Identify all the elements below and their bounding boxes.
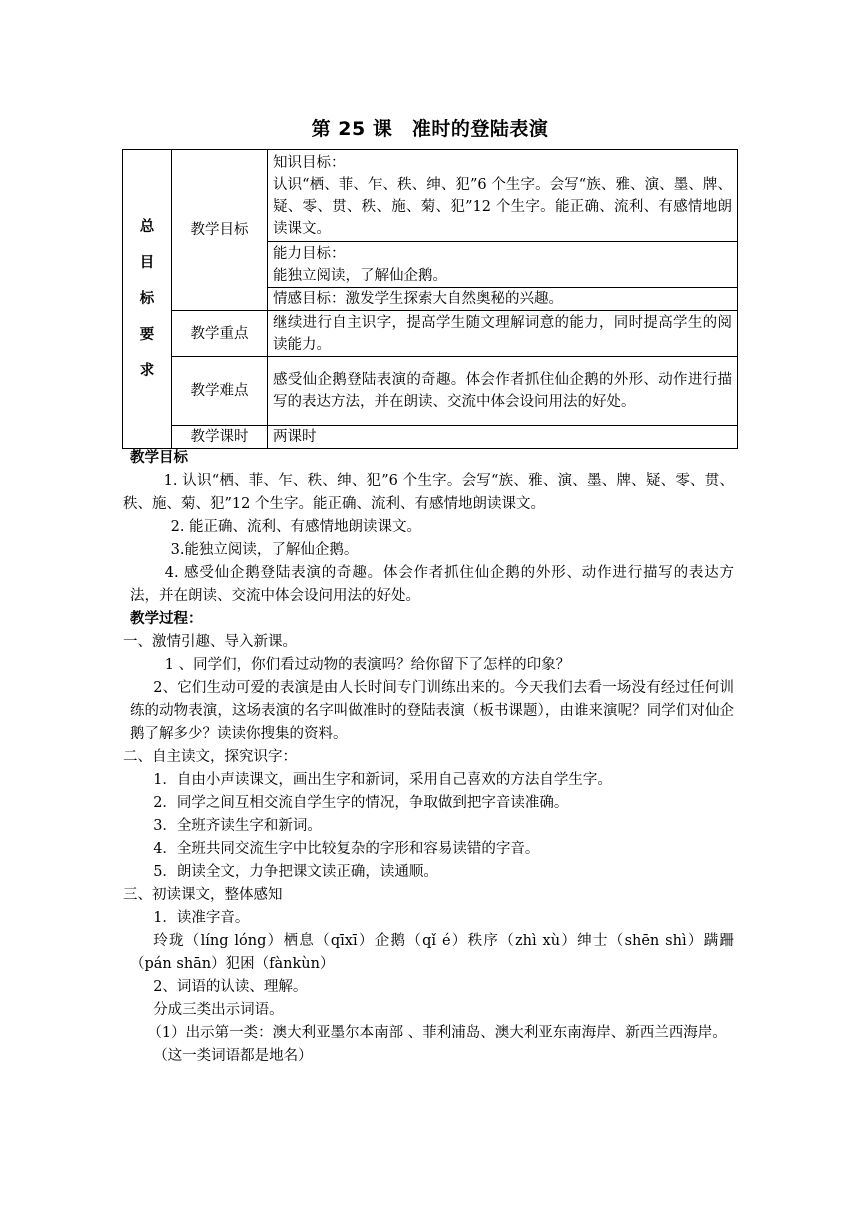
paragraph: 1 、同学们，你们看过动物的表演吗？给你留下了怎样的印象？ [164,657,571,673]
list-item: 3．全班齐读生字和新词。 [153,818,322,834]
paragraph: 分成三类出示词语。 [153,1002,284,1018]
side-char: 标 [139,291,155,307]
paragraph: （这一类词语都是地名） [153,1048,313,1064]
side-label [123,150,172,449]
difficulty-point: 感受仙企鹅登陆表演的奇趣。体会作者抓住仙企鹅的外形、动作进行描写的表达方法，并在朗读、交流中体会设问用法的好处。 [268,357,738,426]
hours-label: 教学课时 [172,426,268,449]
goal-item: 4. 感受仙企鹅登陆表演的奇趣。体会作者抓住仙企鹅的外形、动作进行描写的表达方法，并在朗读、交流中体会设问用法的好处。 [130,565,734,604]
key-point: 继续进行自主识字，提高学生随文理解词意的能力，同时提高学生的阅读能力。 [268,311,738,357]
section-title: 一、激情引趣、导入新课。 [123,634,297,650]
key-label: 教学重点 [172,311,268,357]
side-char: 要 [139,327,155,343]
side-char: 目 [139,255,155,271]
page-title: 第 25 课 准时的登陆表演 [311,118,549,140]
emotion-goal: 情感目标：激发学生探索大自然奥秘的兴趣。 [268,288,738,311]
section-title: 三、初读课文，整体感知 [123,887,283,903]
paragraph: （1）出示第一类：澳大利亚墨尔本南部 、菲利浦岛、澳大利亚东南海岸、新西兰西海岸。 [147,1025,727,1041]
goals-label: 教学目标 [172,150,268,311]
list-item: 4．全班共同交流生字中比较复杂的字形和容易读错的字音。 [153,841,540,857]
list-item: 1．自由小声读课文，画出生字和新词，采用自己喜欢的方法自学生字。 [153,772,612,788]
list-item: 5．朗读全文，力争把课文读正确，读通顺。 [153,864,438,880]
section-title: 二、自主读文，探究识字： [123,749,297,765]
lesson-body [123,447,734,1068]
goals-heading: 教学目标 [130,450,188,466]
paragraph: 1．读准字音。 [153,910,250,926]
goal-item: 2. 能正确、流利、有感情地朗读课文。 [170,519,422,535]
side-char: 求 [139,363,155,379]
hours-value: 两课时 [268,426,738,449]
paragraph: 2、词语的认读、理解。 [153,979,308,995]
side-char: 总 [139,219,155,235]
ability-goal: 能力目标： 能独立阅读，了解仙企鹅。 [268,242,738,288]
goal-item: 3.能独立阅读，了解仙企鹅。 [170,542,359,558]
pinyin-list: 玲珑（líng lóng）栖息（qīxī）企鹅（qǐ é）秩序（zhì xù）绅士（shēn shì）蹒跚（pán shān）犯困（fànkùn） [130,933,734,972]
goal-item: 1. 认识“栖、菲、乍、秩、绅、犯”6 个生字。会写“族、雅、演、墨、牌、疑、零、贯、秩、施、菊、犯”12 个生字。能正确、流利、有感情地朗读课文。 [123,473,734,512]
goals-table [122,149,738,449]
knowledge-goal: 知识目标： 认识“栖、菲、乍、秩、绅、犯”6 个生字。会写“族、雅、演、墨、牌、疑、零、贯、秩、施、菊、犯”12 个生字。能正确、流利、有感情地朗读课文。 [268,150,738,242]
paragraph: 2、它们生动可爱的表演是由人长时间专门训练出来的。今天我们去看一场没有经过任何训练的动物表演，这场表演的名字叫做准时的登陆表演（板书课题），由谁来演呢？同学们对仙企鹅了解多少？读读你搜集的资料。 [130,680,734,742]
difficulty-label: 教学难点 [172,357,268,426]
list-item: 2．同学之间互相交流自学生字的情况，争取做到把字音读准确。 [153,795,569,811]
process-heading: 教学过程： [130,611,203,627]
